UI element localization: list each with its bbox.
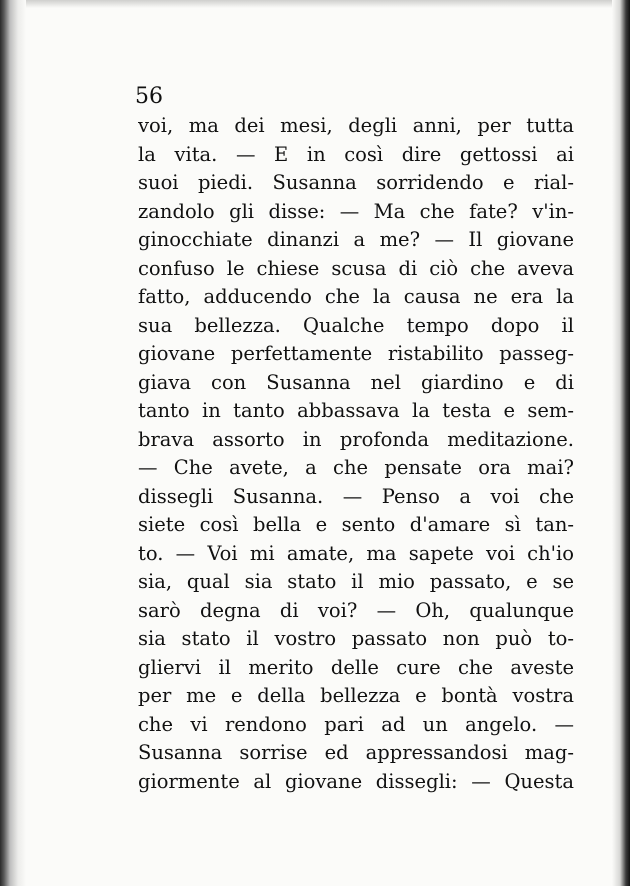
page-right-edge	[612, 0, 630, 886]
text-line: sua bellezza. Qualche tempo dopo il	[138, 313, 574, 337]
body-text	[138, 112, 574, 796]
text-line: che vi rendono pari ad un angelo. —	[138, 712, 574, 736]
text-line: ginocchiate dinanzi a me? — Il giovane	[138, 228, 574, 251]
text-line: sia stato il vostro passato non può to-	[138, 627, 574, 650]
text-line: zandolo gli disse: — Ma che fate? v'in-	[138, 199, 574, 223]
text-line: voi, ma dei mesi, degli anni, per tutta	[138, 114, 574, 137]
text-line: brava assorto in profonda meditazione.	[138, 427, 574, 451]
text-line: gliervi il merito delle cure che aveste	[138, 655, 574, 679]
text-line: giovane perfettamente ristabilito passeg-	[138, 342, 574, 365]
text-line: to. — Voi mi amate, ma sapete voi ch'io	[138, 541, 574, 565]
text-line: suoi piedi. Susanna sorridendo e rial-	[138, 171, 574, 194]
text-line: fatto, adducendo che la causa ne era la	[138, 285, 574, 308]
text-line: siete così bella e sento d'amare sì tan-	[138, 513, 574, 536]
text-line: la vita. — E in così dire gettossi ai	[138, 142, 574, 166]
text-line: sia, qual sia stato il mio passato, e se	[138, 570, 574, 593]
text-line: — Che avete, a che pensate ora mai?	[138, 456, 574, 479]
page-number: 56	[135, 84, 163, 109]
text-line: giava con Susanna nel giardino e di	[138, 370, 574, 394]
text-line: confuso le chiese scusa di ciò che aveva	[138, 256, 574, 280]
text-line: dissegli Susanna. — Penso a voi che	[138, 484, 574, 508]
text-line: per me e della bellezza e bontà vostra	[138, 684, 574, 707]
page-top-edge	[0, 0, 630, 8]
text-line: tanto in tanto abbassava la testa e sem-	[138, 399, 574, 422]
book-spine-shadow	[0, 0, 26, 886]
text-line: giormente al giovane dissegli: — Questa	[138, 769, 574, 793]
text-line: sarò degna di voi? — Oh, qualunque	[138, 598, 574, 622]
text-line: Susanna sorrise ed appressandosi mag-	[138, 741, 574, 764]
